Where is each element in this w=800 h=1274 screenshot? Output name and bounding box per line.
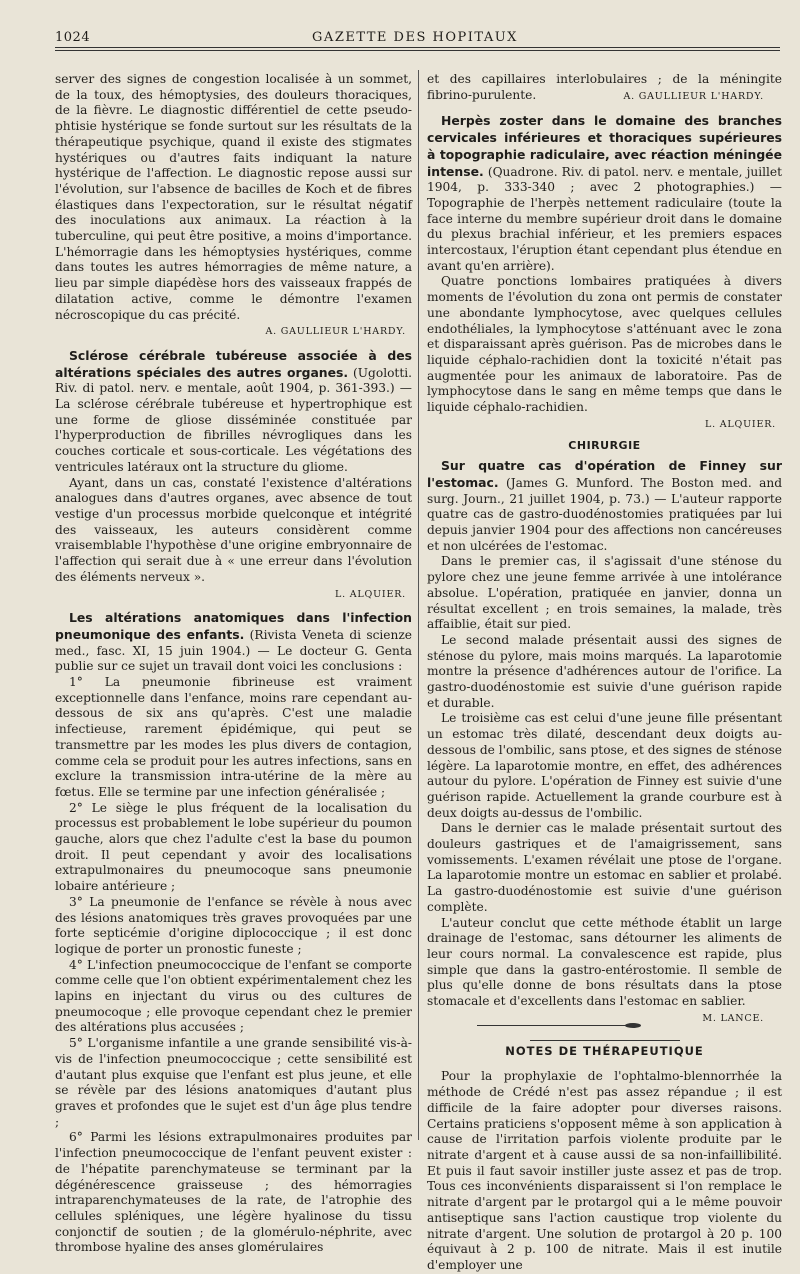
signature: M. LANCE. [702,1012,764,1024]
signature: A. GAULLIEUR L'HARDY. [265,326,406,338]
article-pneumonie [55,610,412,675]
section-heading-notes: NOTES DE THÉRAPEUTIQUE [505,1043,704,1058]
signature: A. GAULLIEUR L'HARDY. [623,90,764,102]
article-text: Le docteur G. Genta publie sur ce sujet un travail dont voici les conclusions : [55,643,412,674]
article-title: Les altérations anatomiques dans l'infection pneumonique des enfants. [55,610,412,642]
paragraph [427,915,782,1024]
running-head: GAZETTE DES HOPITAUX [312,30,518,45]
article-reference: (Quadrone. Riv. di patol. nerv. e mentale, juillet 1904, p. 333-340 ; avec 2 photographies.) — [427,164,783,195]
paragraph: Quatre ponctions lombaires pratiquées à divers moments de l'évolution du zona ont permis de constater une abondante lymphocytose, avec quelques cellules endothéliales, la lymphocytose s'atténuant avec le zona et disparaissant après guérison. Pas de microbes dans le liquide céphalo-rachidien dont la toxicité n'était pas augmentée pour les animaux de laboratoire. Pas de lymphocytose dans le sang en même temps que dans le liquide céphalo-rachidien. [427,274,782,415]
article-text: L'auteur rapporte quatre cas de gastro-duodénostomies pratiquées par lui depuis janvier 1904 pour des affections non cancéreuses et non ulcérées de l'estomac. [427,491,782,553]
article-reference: (James G. Munford. The Boston med. and surg. Journ., 21 juillet 1904, p. 73.) — [427,475,783,506]
paragraph: server des signes de congestion localisée à un sommet, de la toux, des hémoptysies, des douleurs thoraciques, de la fièvre. Le diagnostic différentiel de cette pseudo-phtisie hystérique se fonde surtout sur les résultats de la thérapeutique psychique, quand il existe des stigmates hystériques ou d'autres faits indiquant la nature hystérique de l'affection. Le diagnostic repose aussi sur l'évolution, sur l'absence de bacilles de Koch et de fibres élastiques dans l'expectoration, sur le résultat négatif des inoculations aux animaux. La réaction à la tuberculine, qui peut être positive, a moins d'importance. L'hémorragie dans les hémoptysies hystériques, comme dans toutes les autres hémorragies de même nature, a lieu par simple diapédèse hors des vaisseaux frappés de dilatation active, comme le démontre l'examen nécroscopique du cas précité. [55,72,412,322]
signature: L. ALQUIER. [705,418,776,430]
header-rule-double [55,50,780,51]
conclusion-item: 6° Parmi les lésions extrapulmonaires produites par l'infection pneumococcique de l'enfant peuvent exister : de l'hépatite parenchymateuse se terminant par la dégénérescence graisseuse ; des hémorragies intraparenchymateuses de la rate, de l'atrophie des cellules spléniques, une légère hyalinose du tissu conjonctif de soutien ; de la glomérulo-néphrite, avec thrombose hyaline des anses glomérulaires [55,1130,412,1255]
article-sclerose [55,348,412,476]
paragraph [427,72,782,103]
paragraph: Dans le dernier cas le malade présentait surtout des douleurs gastriques et de l'amaigrissement, sans vomissements. L'examen révélait une ptose de l'organe. La laparotomie montre un estomac en sablier et prolabé. La gastro-duodénostomie est suivie d'une guérison complète. [427,821,782,914]
paragraph: Dans le premier cas, il s'agissait d'une sténose du pylore chez une jeune femme arrivée à une intolérance absolue. L'opération, pratiquée en janvier, donna un résultat excellent ; en trois semaines, la malade, très affaiblie, était sur pied. [427,554,782,632]
article-reference: (Ugolotti. Riv. di patol. nerv. e mentale, août 1904, p. 361-393.) — [55,365,412,396]
header-rule [55,47,780,48]
conclusion-item: 3° La pneumonie de l'enfance se révèle à nous avec des lésions anatomiques très graves provoquées par une forte septicémie d'origine diplococcique ; il est donc logique de porter un pronostic funeste ; [55,894,412,956]
paragraph-text: et des capillaires interlobulaires ; de la méningite fibrino-purulente. [427,72,782,102]
conclusion-item: 4° L'infection pneumococcique de l'enfant se comporte comme celle que l'on obtient expérimentalement chez les lapins en injectant du virus ou des cultures de pneumocoque ; elle provoque cependant chez le premier des altérations plus accusées ; [55,957,412,1035]
paragraph: Le troisième cas est celui d'une jeune fille présentant un estomac très dilaté, descendant deux doigts au-dessous de l'ombilic, sans ptose, et des signes de sténose légère. La laparotomie montre, en effet, des adhérences autour du pylore. L'opération de Finney est suivie d'une guérison rapide. Actuellement la grande courbure est à deux doigts au-dessus de l'ombilic. [427,711,782,820]
section-heading-chirurgie: CHIRURGIE [568,439,641,453]
article-reference: (Rivista Veneta di scienze med., fasc. XI, 15 juin 1904.) — [55,627,412,658]
conclusion-item: 5° L'organisme infantile a une grande sensibilité vis-à-vis de l'infection pneumococcique ; cette sensibilité est d'autant plus exquise que l'enfant est plus jeune, et elle se révèle par des lésions anatomiques d'autant plus graves et profondes que le sujet est d'un âge plus tendre ; [55,1036,412,1129]
column-divider [418,70,419,1140]
article-title: Sclérose cérébrale tubéreuse associée à des altérations spéciales des autres organes. [55,347,412,380]
page-header [55,30,775,48]
paragraph-text: L'auteur conclut que cette méthode établit un large drainage de l'estomac, sans détourner les aliments de leur cours normal. La convalescence est rapide, plus simple que dans la gastro-entérostomie. Il semble de plus qu'elle donne de bons résultats dans la ptose stomacale et d'excellents dans l'estomac en sablier. [427,915,782,1009]
paragraph: Pour la prophylaxie de l'ophtalmo-blennorrhée la méthode de Crédé n'est pas assez répandue ; il est difficile de la faire adopter pour diverses raisons. Certains praticiens s'opposent même à son application à cause de l'irritation parfois violente produite par le nitrate d'argent et à cause aussi de sa non-infaillibilité. Et puis il faut savoir instiller juste assez et pas de trop. Tous ces inconvénients disparaissent si l'on remplace le nitrate d'argent par le protargol qui a le même pouvoir antiseptique sans l'action caustique trop violente du nitrate d'argent. Une solution de protargol à 20 p. 100 équivaut à 2 p. 100 de nitrate. Mais il est inutile d'employer une [427,1069,782,1272]
article-herpes [427,113,782,274]
paragraph: Ayant, dans un cas, constaté l'existence d'altérations analogues dans d'autres organes, avec absence de tout vestige d'un processus morbide quelconque et intégrité des vaisseaux, les auteurs considèrent comme vraisemblable l'hypothèse d'une origine embryonnaire de l'affection qui serait due à « une erreur dans l'évolution des éléments nerveux ». [55,475,412,584]
article-title: Herpès zoster dans le domaine des branches cervicales inférieures et thoraciques supérieures à topographie radiculaire, avec réaction méningée intense. [427,113,782,179]
conclusion-item: 1° La pneumonie fibrineuse est vraiment exceptionnelle dans l'enfance, moins rare cependant au-dessous de six ans qu'après. C'est une maladie infectieuse, rarement épidémique, qui peut se transmettre par les modes les plus divers de contagion, comme cela se produit pour les autres infections, sans en exclure la transmission intra-utérine de la mère au fœtus. Elle se termine par une infection généralisée ; [55,675,412,799]
article-finney [427,458,782,554]
article-text: Topographie de l'herpès nettement radiculaire (toute la face interne du membre supérieur droit dans le domaine du plexus brachial inférieur, et les premiers espaces intercostaux, l'éruption étant cependant plus étendue en avant qu'en arrière). [427,195,782,273]
left-column [55,72,412,1256]
paragraph: Le second malade présentait aussi des signes de sténose du pylore, mais moins marqués. La laparotomie montre la présence d'adhérences autour de l'orifice. La gastro-duodénostomie est suivie d'une guérison rapide et durable. [427,632,782,710]
page-number: 1024 [55,30,91,45]
conclusion-item: 2° Le siège le plus fréquent de la localisation du processus est probablement le lobe supérieur du poumon gauche, alors que chez l'adulte c'est la base du poumon droit. Il peut cependant y avoir des localisations extrapulmonaires du pneumocoque sans pneumonie lobaire antérieure ; [55,800,412,894]
signature: L. ALQUIER. [335,588,406,600]
article-text: La sclérose cérébrale tubéreuse et hypertrophique est une forme de gliose disséminée constituée par l'hyperproduction de fibrilles névrogliques dans les couches corticale et sous-corticale. Les végétations des ventricules latéraux ont la structure du gliome. [55,397,412,474]
right-column [427,72,782,1274]
article-title: Sur quatre cas d'opération de Finney sur l'estomac. [427,458,782,490]
